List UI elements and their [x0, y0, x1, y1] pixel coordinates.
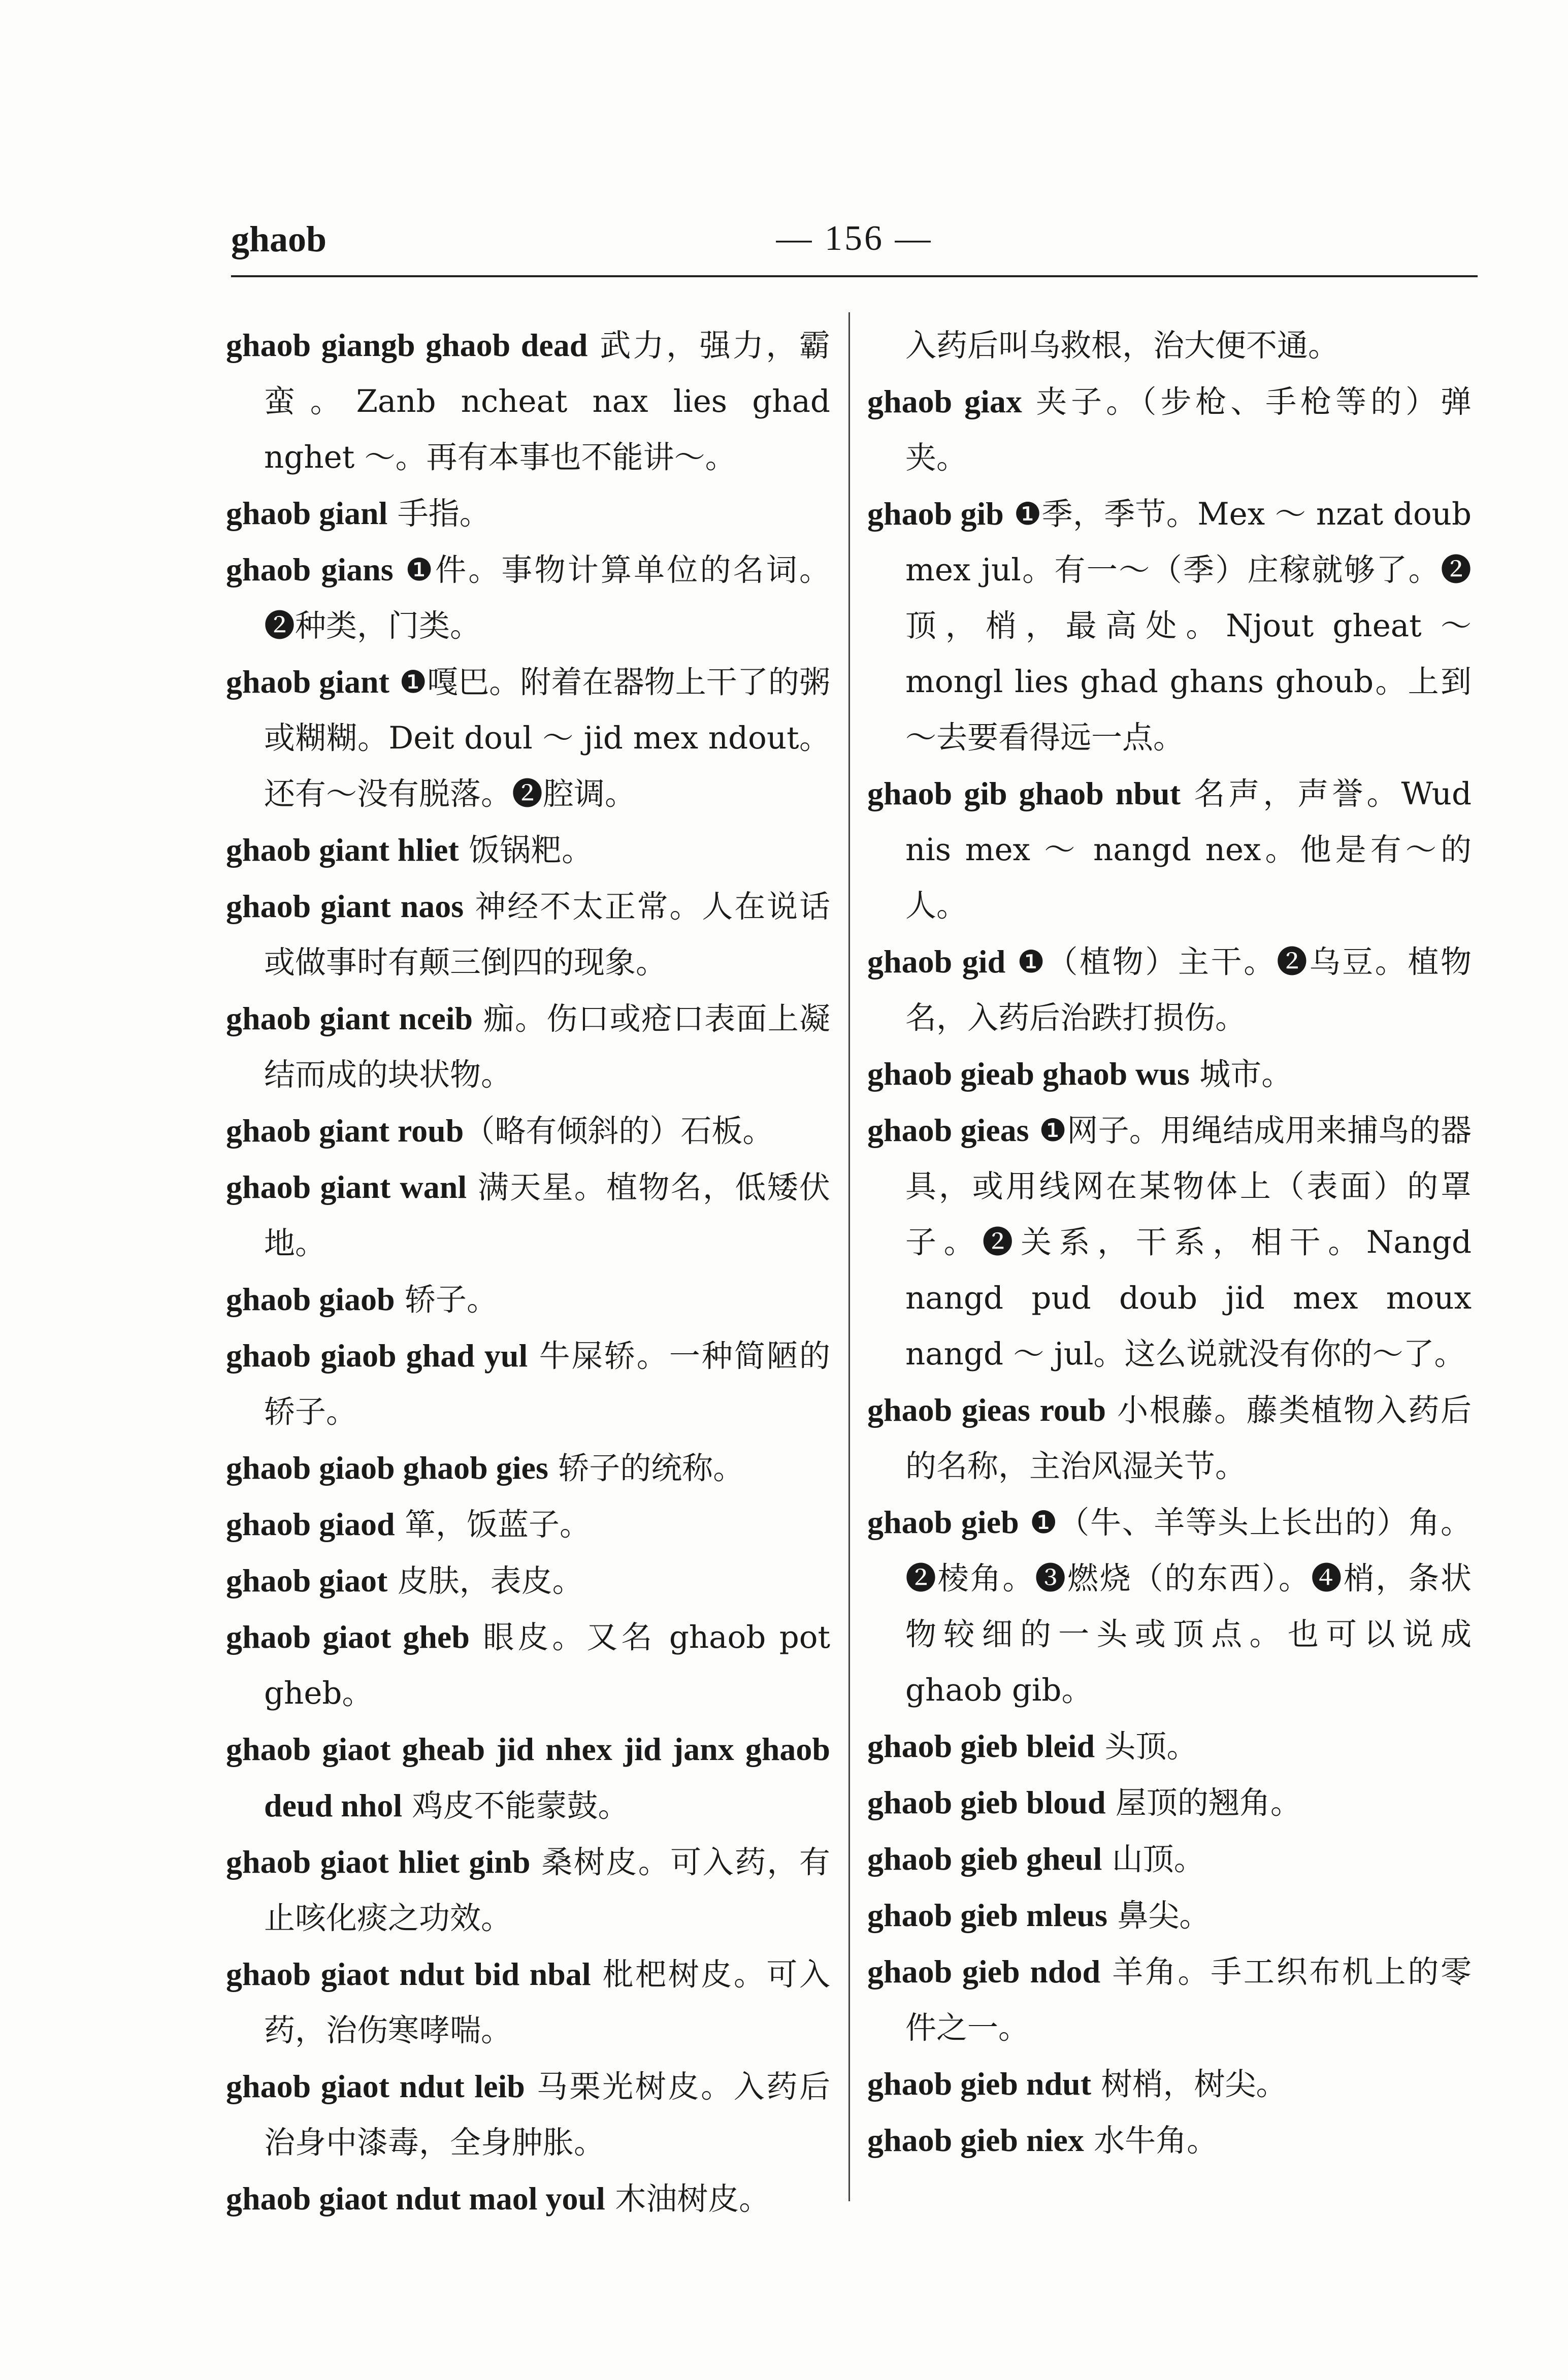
entry-headword: ghaob gians: [226, 551, 394, 588]
entry-definition: 山顶。: [1102, 1841, 1205, 1877]
entry-headword: ghaob gieb ndut: [867, 2066, 1092, 2102]
entry-definition: ❶（植物）主干。❷乌豆。植物名，入药后治跌打损伤。: [905, 944, 1472, 1036]
dictionary-entry: [226, 317, 830, 485]
entry-headword: ghaob giaot ndut bid nbal: [226, 1956, 591, 1992]
dictionary-entry: [226, 1834, 830, 1946]
page-number: — 156 —: [776, 219, 933, 258]
entry-headword: ghaob gieb bleid: [867, 1728, 1095, 1764]
entry-headword: ghaob gieb mleus: [867, 1897, 1107, 1933]
dictionary-entry: [226, 991, 830, 1103]
dictionary-entry: [226, 1496, 830, 1553]
entry-definition: 马栗光树皮。入药后治身中漆毒，全身肿胀。: [264, 2069, 830, 2161]
dictionary-entry: [226, 542, 830, 654]
entry-headword: ghaob gieas: [867, 1112, 1029, 1148]
left-column: [226, 317, 830, 2227]
entry-definition: 城市。: [1189, 1056, 1293, 1092]
dictionary-entry: [867, 766, 1472, 934]
entry-headword: ghaob giant nceib: [226, 1000, 473, 1036]
dictionary-entry: [867, 2056, 1472, 2112]
entry-definition: ❶嘎巴。附着在器物上干了的粥或糊糊。Deit doul ～ jid mex ndout。还有～没有脱落。❷腔调。: [264, 664, 831, 812]
entry-headword: ghaob gib: [867, 496, 1004, 532]
dictionary-entry: [226, 1159, 830, 1271]
entry-headword: ghaob gieb gheul: [867, 1841, 1102, 1877]
dictionary-entry: [226, 654, 830, 822]
dictionary-entry: [226, 822, 830, 878]
entry-headword: ghaob gieb niex: [867, 2122, 1084, 2158]
dictionary-entry: [226, 2059, 830, 2171]
entry-definition: 眼皮。又名 ghaob pot gheb。: [264, 1619, 831, 1711]
dictionary-entry: [867, 486, 1472, 766]
dictionary-entry: [226, 1946, 830, 2059]
entry-headword: ghaob gib ghaob nbut: [867, 775, 1181, 811]
dictionary-entry: [867, 1718, 1472, 1775]
entry-headword: ghaob giant: [226, 664, 389, 700]
dictionary-entry: [226, 1721, 830, 1834]
entry-definition: 名声，声誉。Wud nis mex ～ nangd nex。他是有～的人。: [905, 776, 1472, 924]
column-divider: [848, 312, 850, 2201]
entry-definition: 手指。: [387, 496, 491, 532]
dictionary-entry: [867, 1944, 1472, 2056]
dictionary-entry: [867, 1775, 1472, 1831]
entry-definition: ❶季，季节。Mex ～ nzat doub mex jul。有一～（季）庄稼就够了。❷顶，梢，最高处。Njout gheat ～ mongl lies ghad ghans ghoub。上到～去要看得远一点。: [905, 496, 1472, 756]
entry-definition: 轿子的统称。: [548, 1450, 744, 1486]
dictionary-entry: [226, 1609, 830, 1721]
entry-definition: 水牛角。: [1084, 2123, 1218, 2159]
dictionary-entry: [226, 1440, 830, 1496]
entry-definition: 皮肤，表皮。: [387, 1563, 583, 1599]
entry-definition: 痂。伤口或疮口表面上凝结而成的块状物。: [264, 1001, 830, 1093]
dictionary-entry: [226, 485, 830, 542]
running-head-word: ghaob: [231, 219, 327, 259]
entry-definition: （略有倾斜的）石板。: [464, 1113, 774, 1149]
entry-headword: ghaob giax: [867, 383, 1022, 419]
entry-headword: ghaob gieas roub: [867, 1392, 1106, 1428]
entry-headword: ghaob giaob ghad yul: [226, 1338, 528, 1374]
page-header: [231, 213, 1478, 274]
dictionary-entry: [867, 1887, 1472, 1944]
entry-definition: 箪，饭蓝子。: [395, 1507, 591, 1543]
entry-headword: ghaob giangb ghaob dead: [226, 327, 588, 363]
dictionary-entry: [867, 1046, 1472, 1102]
dictionary-entry: [867, 317, 1472, 374]
entry-headword: ghaob gieb bloud: [867, 1784, 1106, 1820]
dictionary-entry: [867, 1382, 1472, 1494]
entry-headword: ghaob giaot ndut leib: [226, 2068, 525, 2104]
entry-headword: ghaob gid: [867, 943, 1006, 980]
entry-headword: ghaob gieab ghaob wus: [867, 1056, 1190, 1092]
entry-headword: ghaob giaod: [226, 1506, 395, 1542]
dictionary-entry: [226, 2171, 830, 2227]
entry-definition: 夹子。（步枪、手枪等的）弹夹。: [905, 384, 1472, 476]
entry-headword: ghaob giaot gheab jid nhex jid janx ghaob deud nhol: [226, 1731, 830, 1823]
entry-definition: 树梢，树尖。: [1091, 2066, 1287, 2102]
entry-definition: ❶（牛、羊等头上长出的）角。❷棱角。❸燃烧（的东西）。❹梢，条状物较细的一头或顶点。也可以说成 ghaob gib。: [905, 1505, 1472, 1708]
dictionary-entry: [867, 1494, 1472, 1718]
header-rule: [231, 275, 1478, 277]
dictionary-entry: [226, 878, 830, 991]
dictionary-entry: [867, 934, 1472, 1046]
entry-definition: 神经不太正常。人在说话或做事时有颠三倒四的现象。: [264, 889, 830, 981]
dictionary-entry: [226, 1103, 830, 1159]
entry-headword: ghaob gieb ndod: [867, 1953, 1101, 1990]
entry-definition: 桑树皮。可入药，有止咳化痰之功效。: [264, 1844, 830, 1936]
entry-definition: 木油树皮。: [605, 2181, 770, 2217]
dictionary-entry: [226, 1553, 830, 1609]
entry-definition: 小根藤。藤类植物入药后的名称，主治风湿关节。: [905, 1392, 1472, 1484]
dictionary-entry: [867, 1831, 1472, 1887]
entry-headword: ghaob giaot ndut maol youl: [226, 2180, 605, 2216]
dictionary-entry: [226, 1328, 830, 1440]
entry-definition: 鼻尖。: [1107, 1898, 1211, 1934]
entry-definition: ❶件。事物计算单位的名词。❷种类，门类。: [264, 552, 831, 644]
entry-definition: 牛屎轿。一种简陋的轿子。: [264, 1338, 830, 1430]
entry-definition: 饭锅粑。: [459, 832, 593, 868]
entry-headword: ghaob giant wanl: [226, 1169, 467, 1205]
entry-headword: ghaob giaob ghaob gies: [226, 1450, 548, 1486]
entry-headword: ghaob gianl: [226, 495, 388, 531]
dictionary-entry: [867, 2112, 1472, 2169]
entry-definition: 羊角。手工织布机上的零件之一。: [905, 1954, 1472, 2046]
right-column: [867, 317, 1472, 2169]
entry-definition: 鸡皮不能蒙鼓。: [402, 1788, 629, 1824]
entry-headword: ghaob giant naos: [226, 888, 464, 924]
entry-definition: 入药后叫乌救根，治大便不通。: [905, 328, 1340, 364]
dictionary-entry: [226, 1271, 830, 1328]
entry-headword: ghaob giaot: [226, 1562, 388, 1599]
dictionary-entry: [867, 1102, 1472, 1382]
entry-headword: ghaob giant roub: [226, 1113, 464, 1149]
entry-headword: ghaob giaot gheb: [226, 1619, 470, 1655]
entry-definition: 轿子。: [395, 1282, 498, 1318]
entry-headword: ghaob giant hliet: [226, 832, 459, 868]
entry-definition: 屋顶的翘角。: [1105, 1785, 1301, 1821]
entry-definition: 武力，强力，霸蛮。Zanb ncheat nax lies ghad nghet ～。再有本事也不能讲～。: [264, 328, 830, 475]
entry-headword: ghaob giaot hliet ginb: [226, 1844, 531, 1880]
entry-headword: ghaob gieb: [867, 1504, 1019, 1540]
entry-definition: 枇杷树皮。可入药，治伤寒哮喘。: [264, 1957, 830, 2048]
entry-definition: ❶网子。用绳结成用来捕鸟的器具，或用线网在某物体上（表面）的罩子。❷关系，干系，相干。Nangd nangd pud doub jid mex moux nangd ～ jul。这么说就没有你的～了。: [905, 1113, 1472, 1372]
entry-definition: 头顶。: [1095, 1729, 1198, 1765]
entry-headword: ghaob giaob: [226, 1281, 395, 1317]
dictionary-entry: [867, 374, 1472, 486]
entry-definition: 满天星。植物名，低矮伏地。: [264, 1169, 830, 1261]
